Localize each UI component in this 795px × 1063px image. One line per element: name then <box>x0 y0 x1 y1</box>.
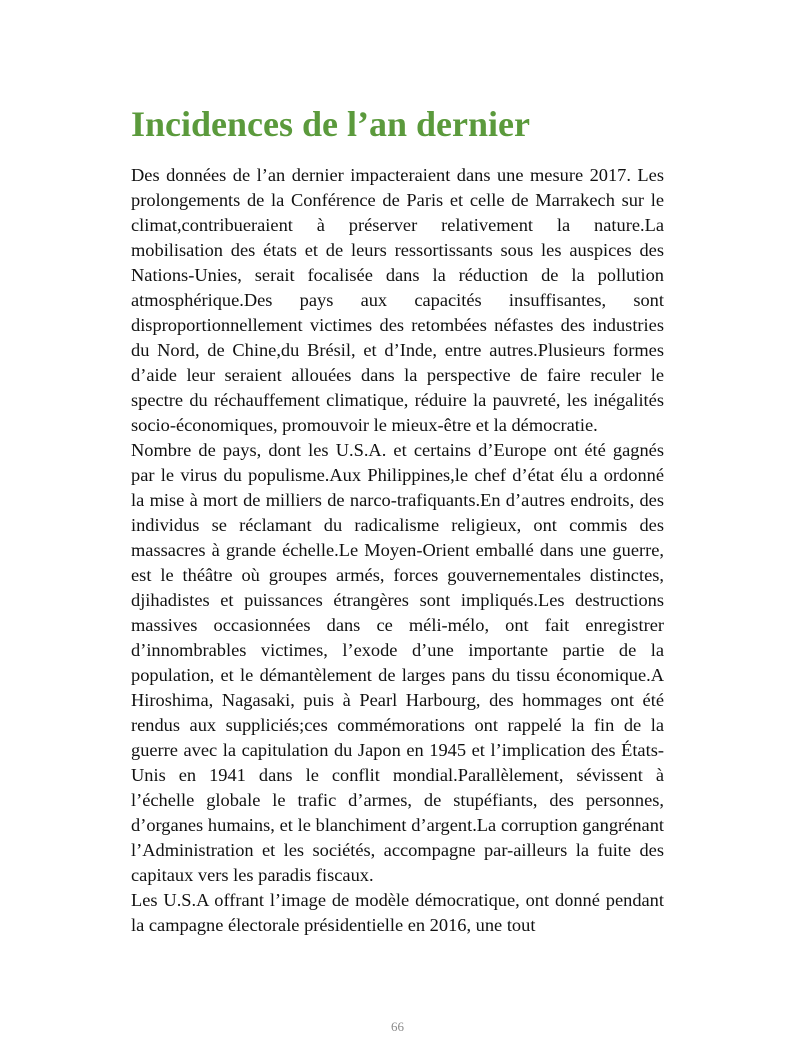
page-number: 66 <box>391 1019 404 1034</box>
section-title: Incidences de l’an dernier <box>131 104 530 144</box>
paragraph-climate: Des données de l’an dernier impacteraient dans une mesure 2017. Les prolongements de la Conférence de Paris et celle de Marrakech sur le climat,contribueraient à préserver relativement la nature.La mobilisation des états et de leurs ressortissants sous les auspices des Nations-Unies, serait focalisée dans la réduction de la pollution atmosphérique.Des pays aux capacités insuffisantes, sont disproportionnellement victimes des retombées néfastes des industries du Nord, de Chine,du Brésil, et d’Inde, entre autres.Plusieurs formes d’aide leur seraient allouées dans la perspective de faire reculer le spectre du réchauffement climatique, réduire la pauvreté, les inégalités socio-économiques, promouvoir le mieux-être et la démocratie. <box>131 165 664 435</box>
paragraph-usa: Les U.S.A offrant l’image de modèle démocratique, ont donné pendant la campagne électorale présidentielle en 2016, une tout <box>131 890 664 935</box>
body-text <box>131 163 664 938</box>
paragraph-populism: Nombre de pays, dont les U.S.A. et certains d’Europe ont été gagnés par le virus du populisme.Aux Philippines,le chef d’état élu a ordonné la mise à mort de milliers de narco-trafiquants.En d’autres endroits, des individus se réclamant du radicalisme religieux, ont commis des massacres à grande échelle.Le Moyen-Orient emballé dans une guerre, est le théâtre où groupes armés, forces gouvernementales distinctes, djihadistes et puissances étrangères sont impliqués.Les destructions massives occasionnées dans ce méli-mélo, ont fait enregistrer d’innombrables victimes, l’exode d’une importante partie de la population, et le démantèlement de larges pans du tissu économique.A Hiroshima, Nagasaki, puis à Pearl Harbourg, des hommages ont été rendus aux suppliciés;ces commémorations ont rappelé la fin de la guerre avec la capitulation du Japon en 1945 et l’implication des États-Unis en 1941 dans le conflit mondial.Parallèlement, sévissent à l’échelle globale le trafic d’armes, de stupéfiants, des personnes, d’organes humains, et le blanchiment d’argent.La corruption gangrénant l’Administration et les sociétés, accompagne par-ailleurs la fuite des capitaux vers les paradis fiscaux. <box>131 440 664 885</box>
